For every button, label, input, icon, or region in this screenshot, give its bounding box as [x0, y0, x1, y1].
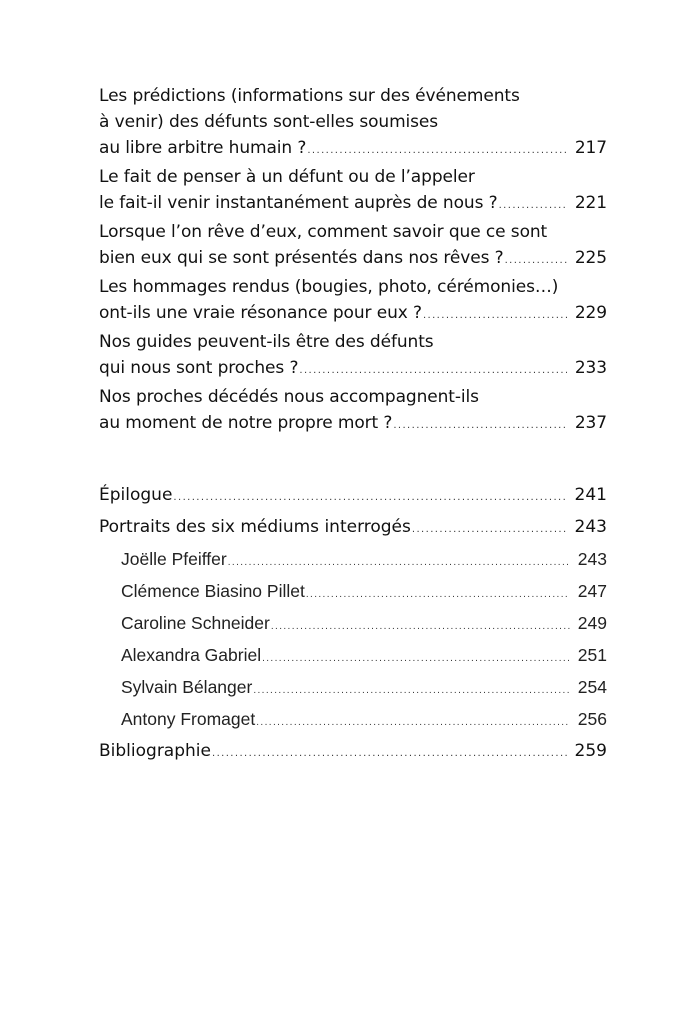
toc-entry-title: Épilogue — [99, 485, 173, 505]
toc-entry-last-line — [99, 135, 607, 161]
toc-entry-question — [99, 83, 607, 161]
toc-subentry-title: Joëlle Pfeiffer — [121, 549, 227, 569]
page-number: 241 — [574, 485, 607, 505]
toc-entry-line — [121, 543, 607, 575]
page-number: 256 — [577, 709, 607, 729]
page-number: 229 — [574, 303, 607, 323]
toc-entry-portraits — [99, 511, 607, 543]
toc-subentry — [99, 639, 607, 671]
toc-entry-bibliography — [99, 735, 607, 767]
toc-entry-last-line — [99, 300, 607, 326]
toc-subentry-title: Antony Fromaget — [121, 709, 256, 729]
toc-subentry — [99, 703, 607, 735]
toc-entry-line — [121, 671, 607, 703]
toc-entry-last-line — [99, 190, 607, 216]
toc-subentry — [99, 575, 607, 607]
dot-leader — [271, 611, 570, 643]
dot-leader — [253, 675, 569, 707]
toc-entry-text: à venir) des défunts sont-elles soumises — [99, 112, 439, 132]
toc-entry-last-line — [99, 355, 607, 381]
toc-entry-title: Portraits des six médiums interrogés — [99, 517, 411, 537]
toc-subentry-title: Caroline Schneider — [121, 613, 270, 633]
toc-entry-line — [99, 511, 607, 543]
toc-subentry-title: Sylvain Bélanger — [121, 677, 253, 697]
section-spacer — [99, 439, 607, 479]
toc-entry-text: le fait-il venir instantanément auprès de nous ? — [99, 193, 498, 213]
page-number: 254 — [577, 677, 607, 697]
toc-entry-question — [99, 329, 607, 381]
toc-entry-text: Les prédictions (informations sur des événements — [99, 86, 520, 106]
page-number: 243 — [574, 517, 607, 537]
page-number: 233 — [574, 358, 607, 378]
toc-entry-line — [121, 639, 607, 671]
toc-entry-title: Bibliographie — [99, 741, 211, 761]
dot-leader — [307, 138, 567, 164]
dot-leader — [306, 579, 570, 611]
toc-entry-text: Nos guides peuvent-ils être des défunts — [99, 332, 434, 352]
page-number: 243 — [577, 549, 607, 569]
toc-subentry-title: Clémence Biasino Pillet — [121, 581, 305, 601]
toc-entry-line — [121, 607, 607, 639]
dot-leader — [412, 514, 567, 546]
toc-entry-line — [99, 735, 607, 767]
dot-leader — [256, 707, 570, 739]
toc-entry-question — [99, 274, 607, 326]
dot-leader — [173, 482, 566, 514]
toc-entry-text: Les hommages rendus (bougies, photo, cérémonies…) — [99, 277, 559, 297]
dot-leader — [505, 248, 567, 274]
dot-leader — [423, 303, 567, 329]
toc-entry-text: Lorsque l’on rêve d’eux, comment savoir que ce sont — [99, 222, 548, 242]
page-number: 247 — [577, 581, 607, 601]
toc-subentry — [99, 671, 607, 703]
toc-subentry — [99, 543, 607, 575]
page-number: 225 — [574, 248, 607, 268]
page-number: 221 — [574, 193, 607, 213]
toc-entry-line — [99, 479, 607, 511]
toc-entry-text: qui nous sont proches ? — [99, 358, 299, 378]
toc-entry-text: ont-ils une vraie résonance pour eux ? — [99, 303, 422, 323]
toc-entry-epilogue — [99, 479, 607, 511]
page-number: 251 — [577, 645, 607, 665]
toc-subentry-title: Alexandra Gabriel — [121, 645, 262, 665]
page-number: 217 — [574, 138, 607, 158]
toc-entry-line — [121, 703, 607, 735]
page-number: 249 — [577, 613, 607, 633]
toc-entry-text: au moment de notre propre mort ? — [99, 413, 393, 433]
dot-leader — [393, 413, 567, 439]
page-number: 259 — [574, 741, 607, 761]
toc-entry-last-line — [99, 410, 607, 436]
toc-entry-text: bien eux qui se sont présentés dans nos rêves ? — [99, 248, 504, 268]
toc-entry-line — [121, 575, 607, 607]
toc-subentry — [99, 607, 607, 639]
toc-entry-question — [99, 384, 607, 436]
dot-leader — [499, 193, 567, 219]
table-of-contents — [99, 83, 607, 767]
toc-entry-question — [99, 219, 607, 271]
toc-entry-last-line — [99, 245, 607, 271]
dot-leader — [262, 643, 570, 675]
toc-entry-text: Nos proches décédés nous accompagnent-ils — [99, 387, 479, 407]
toc-entry-question — [99, 164, 607, 216]
dot-leader — [299, 358, 566, 384]
toc-entry-text: Le fait de penser à un défunt ou de l’appeler — [99, 167, 475, 187]
dot-leader — [212, 738, 567, 770]
toc-entry-text: au libre arbitre humain ? — [99, 138, 307, 158]
page-number: 237 — [574, 413, 607, 433]
